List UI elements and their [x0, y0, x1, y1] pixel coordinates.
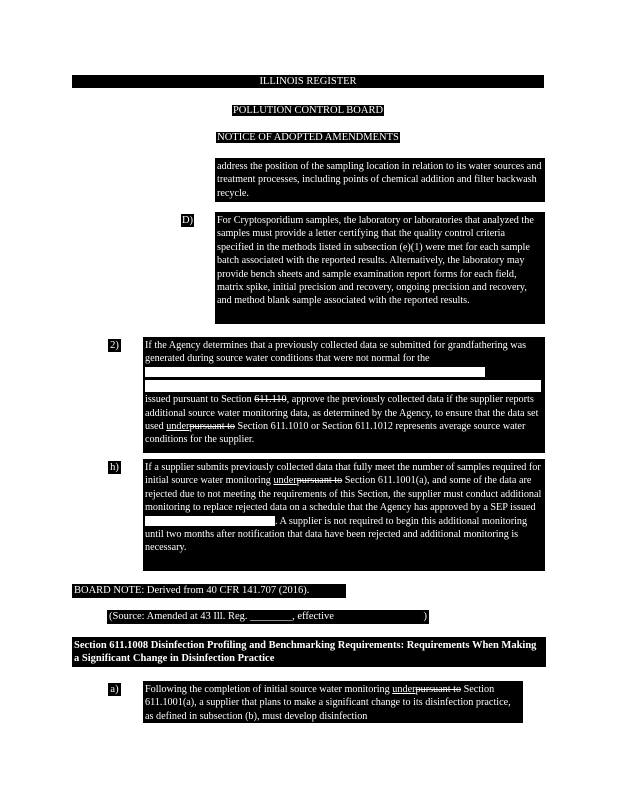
source-note: (Source: Amended at 43 Ill. Reg. ________, effective ) — [109, 611, 427, 622]
section-heading: Section 611.1008 Disinfection Profiling and Benchmarking Requirements: Requirements When Making a Significant Change in Disinfection Practice — [72, 637, 546, 667]
label-a: a) — [108, 683, 121, 696]
redaction — [145, 367, 485, 377]
label-h: h) — [108, 461, 121, 474]
board-note: BOARD NOTE: Derived from 40 CFR 141.707 (2016). — [72, 584, 346, 598]
register-title: ILLINOIS REGISTER — [72, 75, 544, 88]
paragraph-a: Following the completion of initial source water monitoring underpursuant to Section 611.1001(a), a supplier that plans to make a significant change to its disinfection practice, as defined in subsection (b), must develop disinfection — [143, 681, 523, 723]
paragraph-h: If a supplier submits previously collected data that fully meet the number of samples required for initial source water monitoring underpursuant to Section 611.1001(a), and some of the data are rejected due to not meeting the requirements of this Section, the supplier must conduct additional monitoring to replace rejected data on a schedule that the Agency has approved by a SEP issued . A supplier is not required to begin this additional monitoring until two months after notification that data have been rejected and additional monitoring is necessary. — [143, 459, 545, 571]
paragraph-D: For Cryptosporidium samples, the laboratory or laboratories that analyzed the samples must provide a letter certifying that the quality control criteria specified in the methods listed in subsection (e)(1) were met for each sample batch associated with the reported results. Alternatively, the laboratory may provide bench sheets and sample examination report forms for each field, matrix spike, initial precision and recovery, ongoing precision and recovery, and method blank sample associated with the reported results. — [215, 212, 545, 324]
redaction — [145, 516, 275, 526]
notice-title: NOTICE OF ADOPTED AMENDMENTS — [217, 132, 399, 143]
paragraph-continuation: address the position of the sampling location in relation to its water sources and treatment processes, including points of chemical addition and filter backwash recycle. — [215, 158, 545, 202]
paragraph-2: If the Agency determines that a previously collected data se submitted for grandfathering was generated during source water conditions that were not normal for the issued pursuant to Section 611.110, approve the previously collected data if the supplier reports additional source water monitoring data, as determined by the Agency, to ensure that the data set used underpursuant to Section 611.1010 or Section 611.1012 represents average source water conditions for the supplier. — [143, 337, 545, 453]
board-title: POLLUTION CONTROL BOARD — [232, 105, 384, 116]
label-D: D) — [181, 215, 194, 226]
label-2: 2) — [108, 339, 121, 352]
redaction — [145, 380, 541, 392]
